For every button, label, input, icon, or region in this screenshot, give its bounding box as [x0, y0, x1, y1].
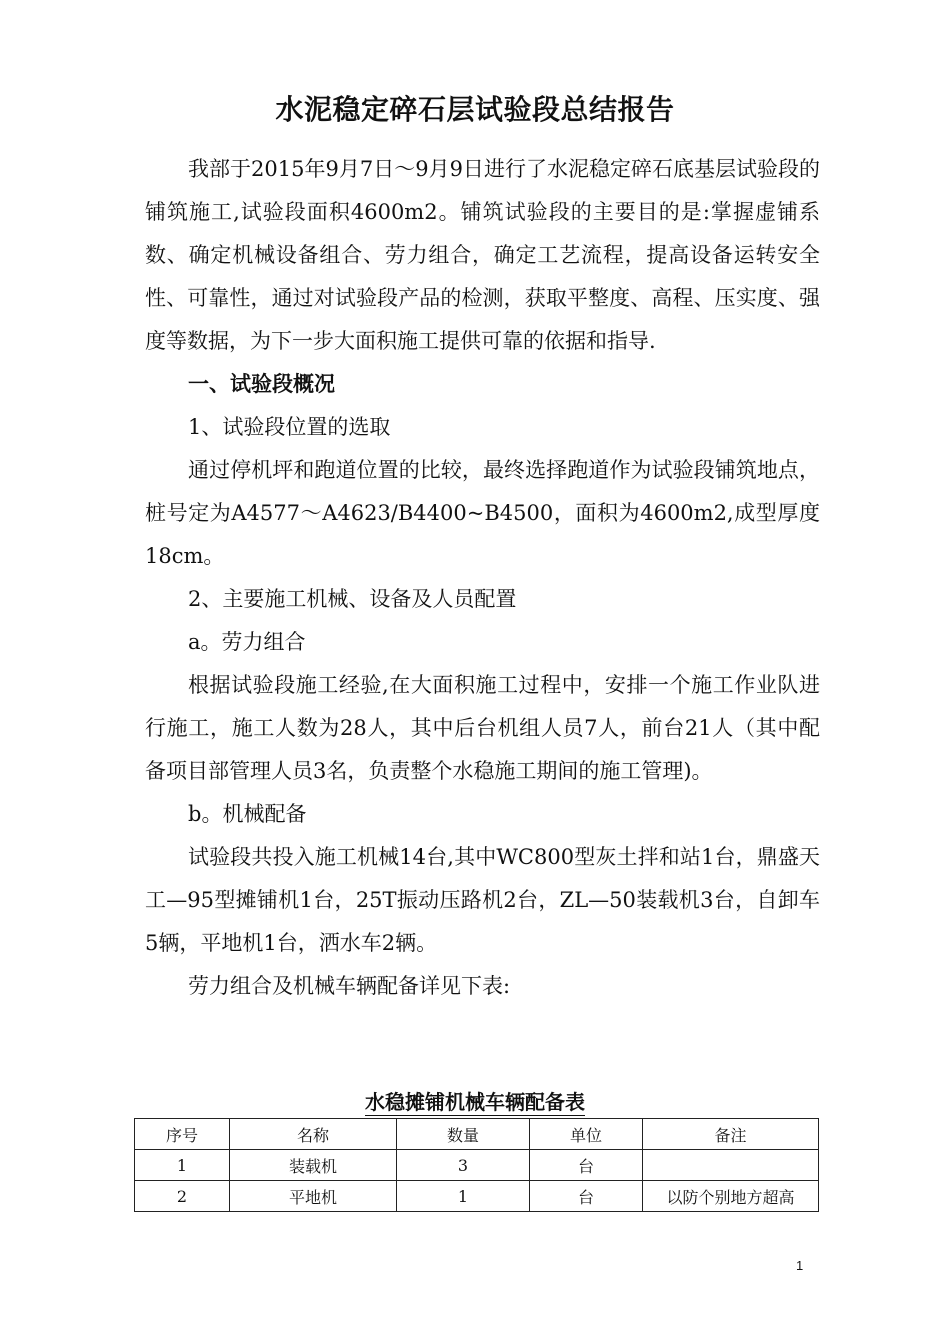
location-paragraph: 通过停机坪和跑道位置的比较，最终选择跑道作为试验段铺筑地点，桩号定为A4577～A4623/B4400~B4500，面积为4600m2,成型厚度18cm。 [145, 458, 820, 568]
table-header-row [135, 1119, 819, 1150]
table-cell: 以防个别地方超高 [643, 1181, 819, 1212]
equipment-table [134, 1118, 819, 1212]
table-row [135, 1181, 819, 1212]
table-row [135, 1150, 819, 1181]
subheading-machinery: b。机械配备 [188, 802, 307, 826]
table-header-cell: 名称 [230, 1119, 397, 1150]
table-cell: 1 [397, 1181, 530, 1212]
table-cell: 平地机 [230, 1181, 397, 1212]
table-cell [643, 1150, 819, 1181]
table-cell: 装载机 [230, 1150, 397, 1181]
table-header-cell: 序号 [135, 1119, 230, 1150]
subheading-equipment: 2、主要施工机械、设备及人员配置 [188, 587, 517, 611]
subheading-labor: a。劳力组合 [188, 630, 306, 654]
table-cell: 1 [135, 1150, 230, 1181]
section-heading-overview: 一、试验段概况 [188, 372, 335, 396]
table-cell: 3 [397, 1150, 530, 1181]
document-body [145, 148, 820, 1008]
table-title [0, 1086, 950, 1115]
table-cell: 2 [135, 1181, 230, 1212]
table-header-cell: 数量 [397, 1119, 530, 1150]
labor-paragraph: 根据试验段施工经验,在大面积施工过程中，安排一个施工作业队进行施工，施工人数为28人，其中后台机组人员7人，前台21人（其中配备项目部管理人员3名，负责整个水稳施工期间的施工管理)。 [145, 673, 820, 783]
page-number: 1 [796, 1258, 804, 1273]
intro-paragraph: 我部于2015年9月7日～9月9日进行了水泥稳定碎石底基层试验段的铺筑施工,试验段面积4600m2。铺筑试验段的主要目的是:掌握虚铺系数、确定机械设备组合、劳力组合，确定工艺流程，提高设备运转安全性、可靠性，通过对试验段产品的检测，获取平整度、高程、压实度、强度等数据，为下一步大面积施工提供可靠的依据和指导. [145, 157, 820, 353]
machinery-paragraph: 试验段共投入施工机械14台,其中WC800型灰土拌和站1台，鼎盛天工—95型摊铺机1台，25T振动压路机2台，ZL—50装载机3台，自卸车5辆，平地机1台，洒水车2辆。 [145, 845, 820, 955]
table-cell: 台 [530, 1150, 643, 1181]
table-cell: 台 [530, 1181, 643, 1212]
table-header-cell: 单位 [530, 1119, 643, 1150]
table-title-text: 水稳摊铺机械车辆配备表 [365, 1090, 585, 1114]
subheading-location: 1、试验段位置的选取 [188, 415, 391, 439]
document-title: 水泥稳定碎石层试验段总结报告 [275, 93, 675, 126]
table-header-cell: 备注 [643, 1119, 819, 1150]
table-intro-paragraph: 劳力组合及机械车辆配备详见下表: [188, 974, 511, 998]
